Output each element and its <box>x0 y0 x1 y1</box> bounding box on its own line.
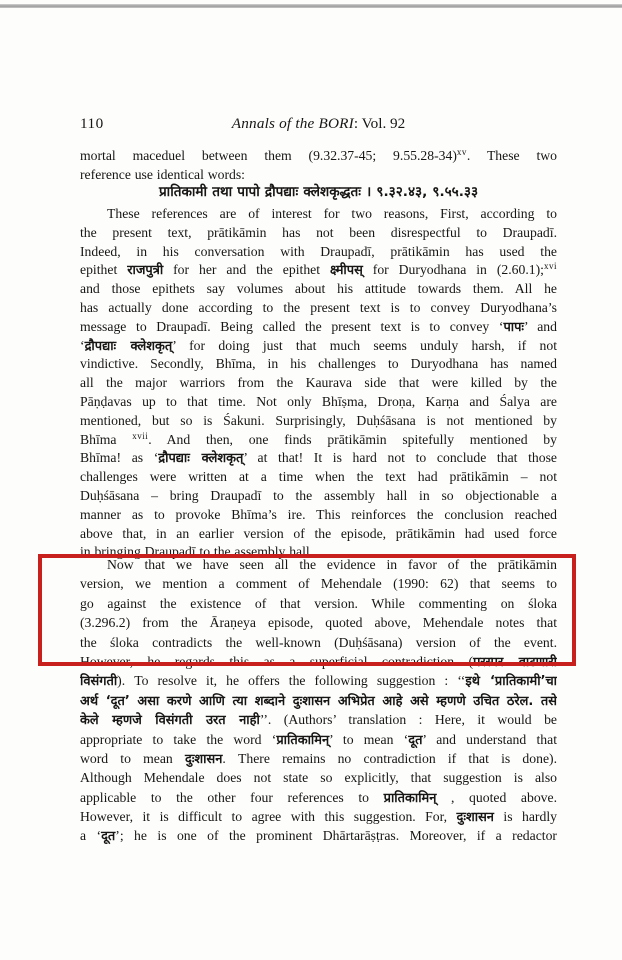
text-run: Although Mehendale does not state so explicitly, that suggestion is also <box>80 770 557 786</box>
text-line <box>80 243 557 262</box>
text-run: above that, in an earlier version of the episode, prātikāmin had used force <box>80 525 557 541</box>
text-line <box>80 574 557 593</box>
text-line <box>80 788 557 807</box>
text-run: in bringing Draupadī to the assembly hall. <box>80 544 314 560</box>
devanagari-phrase: परस्पर वाटणारी <box>473 654 557 670</box>
devanagari-phrase: इथे ‘प्रातिकामी’चा <box>465 674 557 690</box>
devanagari-phrase: दूत <box>101 829 116 845</box>
text-run: mentioned, but so is Śakuni. Surprisingly, Duḥśāsana is not mentioned by <box>80 412 557 428</box>
text-run: message to Draupadī. Being called the present text is to convey ‘ <box>80 318 504 334</box>
journal-title <box>80 115 557 133</box>
text-line <box>80 412 557 431</box>
text-run: all the major warriors from the Kaurava side that were killed by the <box>80 375 557 391</box>
text-run: reference use identical words: <box>80 166 245 182</box>
text-run: the śloka contradicts the well-known (Duḥśāsana) version of the event. <box>80 634 557 650</box>
text-line <box>80 613 557 632</box>
text-run: Now that we have seen all the evidence in favor of the prātikāmin <box>107 557 557 572</box>
text-line <box>80 710 557 729</box>
text-line <box>80 355 557 374</box>
text-run: a ‘ <box>80 828 102 844</box>
text-run: Bhīma! as ‘ <box>80 450 159 466</box>
text-run: the present text, prātikāmin has not been disrespectful to Draupadī. <box>80 224 557 240</box>
devanagari-phrase: प्रातिकामी तथा पापो द्रौपद्याः क्लेशकृद्धतः । ९.३२.४३, ९.५५.३३ <box>158 184 479 200</box>
devanagari-phrase: अर्थ ‘दूत’ असा करणे आणि त्या शब्दाने दुःशासन अभिप्रेत आहे असे म्हणणे उचित ठरेल. तसे <box>80 693 557 709</box>
devanagari-phrase: पापः <box>503 319 525 335</box>
footnote-marker: xvii <box>132 430 149 441</box>
text-line <box>80 749 557 768</box>
text-line <box>80 205 557 224</box>
text-line <box>80 280 557 299</box>
text-line <box>80 671 557 690</box>
text-run: ). To resolve it, he offers the following suggestion : ‘‘ <box>117 673 466 689</box>
devanagari-phrase: प्रातिकामिन् <box>276 732 330 748</box>
scan-edge-line <box>0 4 622 8</box>
journal-title-italic: Annals of the BORI <box>231 115 354 132</box>
footnote-marker: xv <box>456 147 467 157</box>
text-line <box>80 487 557 506</box>
footnote-marker: xvi <box>543 261 557 272</box>
text-run: has actually done according to the present text is to convey Duryodhana’s <box>80 299 557 315</box>
text-run: However, it is difficult to agree with this suggestion. For, <box>80 809 457 825</box>
text-run: , quoted above. <box>436 789 557 805</box>
text-run: and those epithets say volumes about his attitude towards them. All he <box>80 281 557 297</box>
page-header <box>80 115 557 135</box>
text-line <box>80 525 557 544</box>
text-run: epithet <box>80 262 128 278</box>
text-line <box>80 468 557 487</box>
text-line <box>80 730 557 749</box>
text-run: (3.296.2) from the Āraṇeya episode, quoted above, Mehendale notes that <box>80 615 557 631</box>
paragraph-mehendale-comment <box>80 555 557 846</box>
text-run: These references are of interest for two reasons, First, according to <box>107 206 557 221</box>
text-run: However, he regards this as a superficial contradiction ( <box>80 653 474 669</box>
text-run: Duḥśāsana – bring Draupadī to the assembly hall in so objectionable a <box>80 487 557 503</box>
text-line <box>80 768 557 787</box>
text-run: ’ and understand that <box>422 731 557 747</box>
text-run: ’ at that! It is hard not to conclude that those <box>243 450 557 466</box>
text-run: Pāṇḍavas up to that time. Not only Bhīṣma, Droṇa, Karṇa and Śalya are <box>80 393 557 409</box>
devanagari-phrase: क्ष्मीपस् <box>329 263 363 279</box>
text-line <box>80 166 557 185</box>
text-run: Indeed, in his conversation with Draupadī, prātikāmin has used the <box>80 243 557 259</box>
devanagari-phrase: राजपुत्री <box>127 263 164 279</box>
text-run: word to mean <box>80 750 185 766</box>
text-line <box>80 183 557 202</box>
text-run: ’ and <box>524 318 557 334</box>
text-line <box>80 261 557 280</box>
text-run: manner as to provoke Bhīma’s ire. This reinforces the conclusion reached <box>80 506 557 522</box>
text-run: Bhīma <box>80 431 133 447</box>
text-line <box>80 337 557 356</box>
text-line <box>80 224 557 243</box>
text-line <box>80 594 557 613</box>
text-run: challenges were written at a time when the text had prātikāmin – not <box>80 469 557 485</box>
text-line <box>80 826 557 845</box>
text-line <box>80 147 557 166</box>
sanskrit-verse-line <box>80 183 557 202</box>
text-line <box>80 299 557 318</box>
text-line <box>80 652 557 671</box>
text-run: ’ to mean ‘ <box>329 731 409 747</box>
text-run: ’; he is one of the prominent Dhārtarāṣṭras. Moreover, if a redactor <box>115 828 557 844</box>
text-run: for Duryodhana in (2.60.1); <box>362 262 544 278</box>
journal-volume: : Vol. 92 <box>353 115 406 132</box>
devanagari-phrase: विसंगती <box>80 674 118 690</box>
text-line <box>80 431 557 450</box>
devanagari-phrase: द्रौपद्याः क्लेशकृत् <box>84 338 173 354</box>
text-run: applicable to the other four references to <box>80 789 384 805</box>
text-run: version, we mention a comment of Mehendale (1990: 62) that seems to <box>80 576 557 592</box>
text-line <box>80 633 557 652</box>
devanagari-phrase: दुःशासन <box>184 751 223 767</box>
text-run: . There remains no contradiction if that is done). <box>222 750 557 766</box>
paragraph-maceduel <box>80 147 557 185</box>
text-run: for her and the epithet <box>163 262 330 278</box>
text-line <box>80 691 557 710</box>
text-line <box>80 393 557 412</box>
devanagari-phrase: दूत <box>408 732 423 748</box>
text-run: appropriate to take the word ‘ <box>80 731 277 747</box>
text-run: ‘ <box>80 337 85 353</box>
text-run: . These two <box>466 148 557 163</box>
text-run: ’’. (Authors’ translation : Here, it would be <box>259 712 557 728</box>
text-line <box>80 374 557 393</box>
text-run: go against the existence of that version. While commenting on śloka <box>80 595 557 611</box>
text-run: mortal maceduel between them (9.32.37-45; 9.55.28-34) <box>80 148 457 163</box>
text-run: . And then, one finds prātikāmin spitefully mentioned by <box>148 431 557 447</box>
devanagari-phrase: प्रातिकामिन् <box>383 790 437 806</box>
text-line <box>80 318 557 337</box>
devanagari-phrase: दुःशासन <box>456 810 494 826</box>
devanagari-phrase: द्रौपद्याः क्लेशकृत् <box>158 451 244 467</box>
text-run: ’ for doing just that much seems unduly harsh, if not <box>172 337 557 353</box>
text-line <box>80 449 557 468</box>
text-run: vindictive. Secondly, Bhīma, in his challenges to Duryodhana has named <box>80 356 557 372</box>
paragraph-two-reasons <box>80 205 557 562</box>
text-line <box>80 555 557 574</box>
devanagari-phrase: केले म्हणजे विसंगती उरत नाही <box>80 713 260 729</box>
text-line <box>80 506 557 525</box>
page-number: 110 <box>80 115 104 132</box>
text-run: is hardly <box>493 809 557 825</box>
text-line <box>80 807 557 826</box>
